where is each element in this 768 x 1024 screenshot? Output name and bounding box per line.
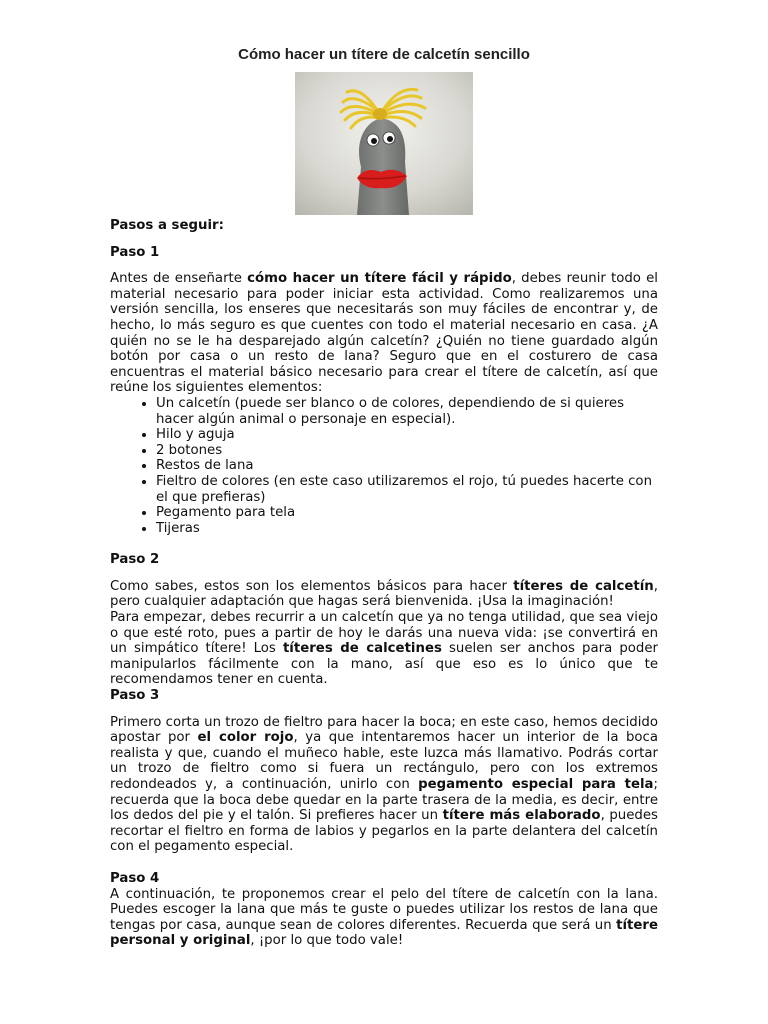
steps-heading: Pasos a seguir: bbox=[110, 218, 224, 233]
bold-run: el color rojo bbox=[197, 730, 294, 746]
document-body bbox=[110, 218, 658, 949]
sock-puppet-photo bbox=[295, 72, 473, 215]
text-run: , debes reunir todo el material necesario para poder iniciar esta actividad. Como realizaremos una versión sencilla, los enseres que necesitarás son muy fáciles de encontrar y, de hecho, lo más seguro es que cuentes con todo el material necesario en casa. ¿A quién no se le ha desparejado algún calcetín? ¿Quién no tiene guardado algún botón por casa o un resto de lana? Seguro que en el costurero de casa encuentras el material básico necesario para crear el títere de calcetín, así que reúne los siguientes elementos: bbox=[110, 271, 658, 396]
text-run: ; recuerda que la boca debe quedar en la parte trasera de la media, es decir, entre los dedos del pie y el talón. Si prefieres hacer un bbox=[110, 777, 658, 824]
list-item: • Hilo y aguja bbox=[156, 427, 658, 443]
list-item: • Fieltro de colores (en este caso utilizaremos el rojo, tú puedes hacerte con el que prefieras) bbox=[156, 474, 658, 505]
paso2-paragraph-1 bbox=[110, 579, 658, 610]
bold-run: pegamento especial para tela bbox=[418, 777, 654, 792]
paso1-heading: Paso 1 bbox=[110, 244, 160, 260]
text-run: Antes de enseñarte bbox=[110, 271, 248, 287]
paso4-paragraph bbox=[110, 887, 658, 949]
bold-run: títere más elaborado bbox=[442, 808, 601, 824]
materials-list bbox=[110, 396, 658, 536]
bold-run: títeres de calcetín bbox=[513, 578, 654, 594]
list-item: • Un calcetín (puede ser blanco o de colores, dependiendo de si quieres hacer algún animal o personaje en especial). bbox=[156, 396, 658, 427]
text-run: , ¡por lo que todo vale! bbox=[250, 933, 404, 949]
text-run: , ya que intentaremos hacer un interior de la boca realista y que, cuando el muñeco hable, este luzca más llamativo. Podrás cortar un trozo de fieltro como si fuera un rectángulo, pero con los extremos redondeados y, a continuación, unirlo con bbox=[110, 730, 658, 792]
paso2-heading: Paso 2 bbox=[110, 552, 160, 568]
bold-run: cómo hacer un títere fácil y rápido bbox=[247, 271, 512, 287]
paso1-paragraph bbox=[110, 271, 658, 396]
list-item: • Tijeras bbox=[156, 521, 658, 537]
paso3-heading: Paso 3 bbox=[110, 688, 160, 704]
text-run: Primero corta un trozo de fieltro para hacer la boca; en este caso, hemos decidido apostar por bbox=[110, 714, 658, 746]
text-run: , pero cualquier adaptación que hagas será bienvenida. ¡Usa la imaginación! bbox=[110, 578, 658, 610]
text-run: suelen ser anchos para poder manipularlos fácilmente con la mano, así que eso es lo único que te recomendamos tener en cuenta. bbox=[110, 641, 658, 688]
document-title: Cómo hacer un títere de calcetín sencillo bbox=[238, 46, 530, 63]
text-run: Como sabes, estos son los elementos básicos para hacer bbox=[110, 578, 514, 594]
text-run: Para empezar, debes recurrir a un calcetín que ya no tenga utilidad, que sea viejo o que esté roto, pues a partir de hoy le darás una nueva vida: ¡se convertirá en un simpático títere! Los bbox=[110, 610, 658, 657]
paso2-paragraph-2 bbox=[110, 610, 658, 688]
bold-run: títeres de calcetines bbox=[282, 641, 442, 657]
text-run: A continuación, te proponemos crear el pelo del títere de calcetín con la lana. Puedes escoger la lana que más te guste o puedes utilizar los restos de lana que tengas por casa, aunque sean de colores diferentes. Recuerda que será un bbox=[110, 886, 658, 933]
paso4-heading: Paso 4 bbox=[110, 870, 160, 886]
paso3-paragraph bbox=[110, 715, 658, 855]
text-run: , puedes recortar el fieltro en forma de labios y pegarlos en la parte delantera del calcetín con el pegamento especial. bbox=[110, 808, 658, 855]
bold-run: títere personal y original bbox=[110, 917, 658, 949]
list-item: • Pegamento para tela bbox=[156, 505, 658, 521]
sock-puppet-illustration bbox=[295, 72, 473, 215]
list-item: • Restos de lana bbox=[156, 458, 658, 474]
list-item: • 2 botones bbox=[156, 443, 658, 459]
